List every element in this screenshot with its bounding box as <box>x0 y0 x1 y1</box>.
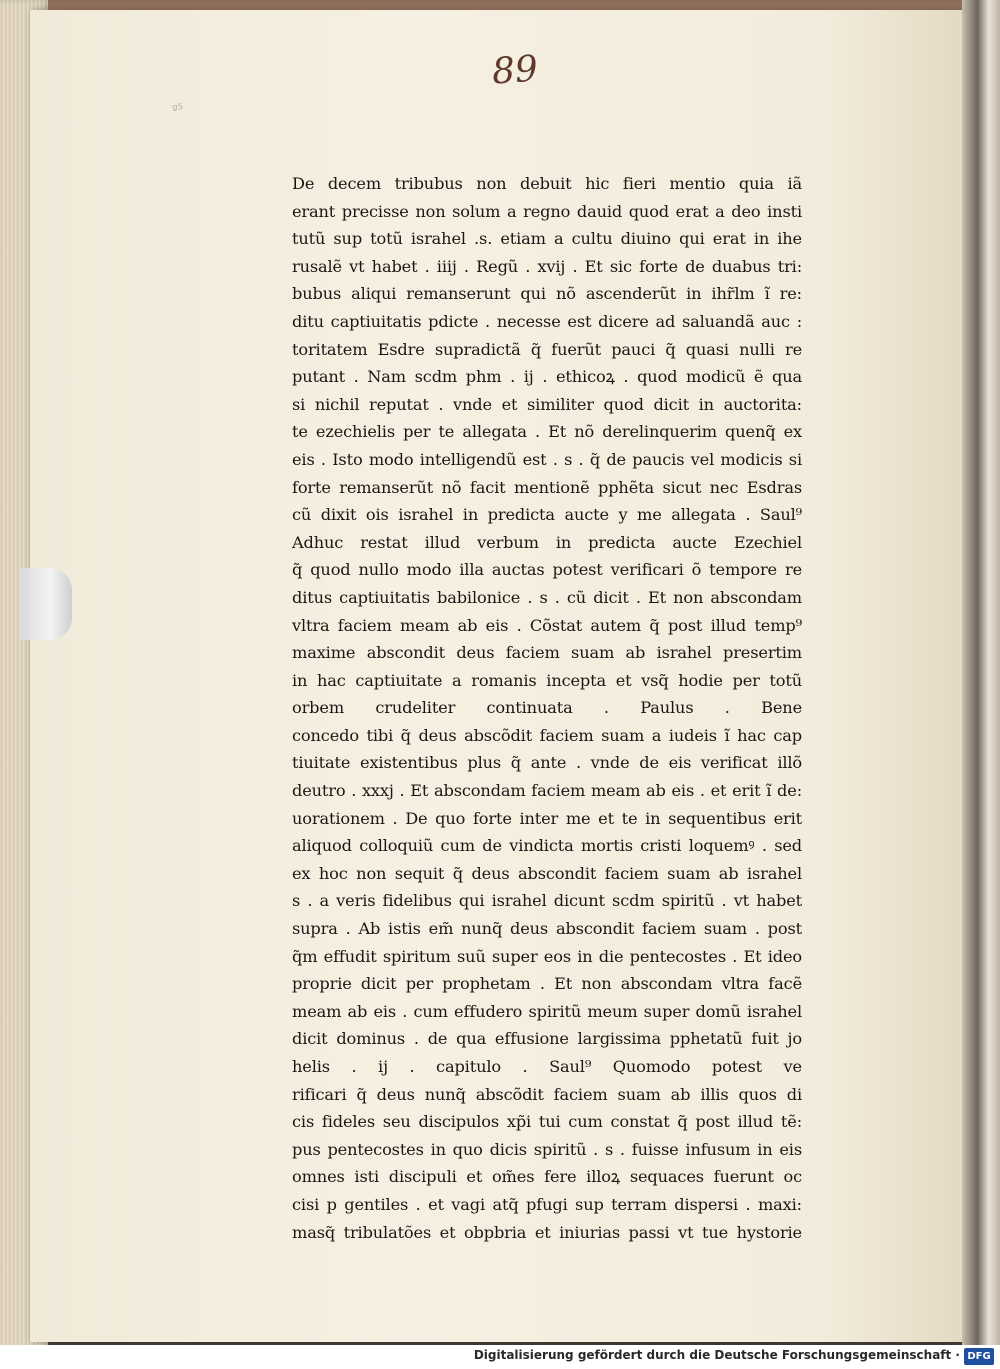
text-line: maxime abscondit deus faciem suam ab israhel presertim <box>292 643 802 663</box>
text-line: De decem tribubus non debuit hic fieri mentio quia iã <box>292 174 802 193</box>
text-line: si nichil reputat . vnde et similiter quod dicit in auctorita: <box>292 394 802 414</box>
text-line: bubus aliqui remanserunt qui nõ ascenderũt in ihr̃lm ĩ re: <box>292 284 802 304</box>
text-line: deutro . xxxj . Et abscondam faciem meam ab eis . et erit ĩ de: <box>292 781 802 801</box>
text-line: ditus captiuitatis babilonice . s . cũ dicit . Et non abscondam <box>292 587 802 607</box>
text-line: q̃m effudit spiritum suũ super eos in die pentecostes . Et ideo <box>292 946 802 966</box>
text-line: omnes isti discipuli et om̃es fere illoꝝ sequaces fuerunt oc <box>292 1167 802 1187</box>
text-line: forte remanserũt nõ facit mentionẽ pphẽta sicut nec Esdras <box>292 477 802 497</box>
text-line: erant precisse non solum a regno dauid quod erat a deo insti <box>292 201 802 221</box>
page-clip <box>20 568 72 640</box>
incunable-text-column <box>292 170 802 1246</box>
text-line: cisi p gentiles . et vagi atq̃ pfugi sup terram dispersi . maxi: <box>292 1194 802 1214</box>
text-line: tiuitate existentibus plus q̃ ante . vnde de eis verificat illõ <box>292 753 802 773</box>
text-line: in hac captiuitate a romanis incepta et vsq̃ hodie per totũ <box>292 670 802 690</box>
text-line: helis . ij . capitulo . Saul⁹ Quomodo potest ve <box>292 1057 802 1076</box>
text-line: supra . Ab istis em̃ nunq̃ deus abscondit faciem suam . post <box>292 919 802 939</box>
text-line: q̃ quod nullo modo illa auctas potest verificari õ tempore re <box>292 560 802 580</box>
folio-number: 89 <box>490 48 540 93</box>
text-line: meam ab eis . cum effudero spiritũ meum super domũ israhel <box>292 1001 802 1021</box>
text-line: eis . Isto modo intelligendũ est . s . q̃ de paucis vel modicis si <box>292 449 802 469</box>
text-line: rificari q̃ deus nunq̃ abscõdit faciem suam ab illis quos di <box>292 1084 802 1104</box>
dfg-logo-icon: DFG <box>964 1348 994 1365</box>
text-line: ditu captiuitatis pdicte . necesse est dicere ad saluandã auc : <box>292 311 802 331</box>
digitization-footer <box>0 1345 1000 1369</box>
text-line: s . a veris fidelibus qui israhel dicunt scdm spiritũ . vt habet <box>292 891 802 911</box>
text-line: rusalẽ vt habet . iiij . Regũ . xvij . Et sic forte de duabus tri: <box>292 256 802 276</box>
text-line: putant . Nam scdm phm . ij . ethicoꝝ . quod modicũ ẽ qua <box>292 367 802 387</box>
text-line: aliquod colloquiũ cum de vindicta mortis cristi loquemꝰ . sed <box>292 836 802 856</box>
text-line: ex hoc non sequit q̃ deus abscondit faciem suam ab israhel <box>292 863 802 883</box>
text-line: cis fideles seu discipulos xp̃i tui cum constat q̃ post illud tẽ: <box>292 1112 802 1132</box>
text-line: orbem crudeliter continuata . Paulus . Bene <box>292 698 802 718</box>
text-line: pus pentecostes in quo dicis spiritũ . s . fuisse infusum in eis <box>292 1139 802 1159</box>
text-line: tutũ sup totũ israhel .s. etiam a cultu diuino qui erat in ihe <box>292 229 802 249</box>
text-line: vltra faciem meam ab eis . Cõstat autem q̃ post illud temp⁹ <box>292 615 802 635</box>
binding-edge-right <box>962 0 1000 1369</box>
text-line: toritatem Esdre supradictã q̃ fuerũt pauci q̃ quasi nulli re <box>292 339 802 359</box>
text-line: te ezechielis per te allegata . Et nõ derelinquerim quenq̃ ex <box>292 422 802 442</box>
text-line: proprie dicit per prophetam . Et non abscondam vltra facẽ <box>292 974 802 994</box>
funding-notice: Digitalisierung gefördert durch die Deutsche Forschungsgemeinschaft · <box>473 1348 960 1362</box>
text-line: concedo tibi q̃ deus abscõdit faciem suam a iudeis ĩ hac cap <box>292 725 802 745</box>
text-line: uorationem . De quo forte inter me et te in sequentibus erit <box>292 808 802 828</box>
text-line: cũ dixit ois israhel in predicta aucte y me allegata . Saul⁹ <box>292 505 802 525</box>
text-line: masq̃ tribulatões et obpbria et iniurias passi vt tue hystorie <box>292 1222 802 1242</box>
text-line: Adhuc restat illud verbum in predicta aucte Ezechiel <box>292 532 802 552</box>
faint-corner-mark: ᵍ⁵ <box>172 102 184 118</box>
text-line: dicit dominus . de qua effusione largissima pphetatũ fuit jo <box>292 1029 802 1049</box>
